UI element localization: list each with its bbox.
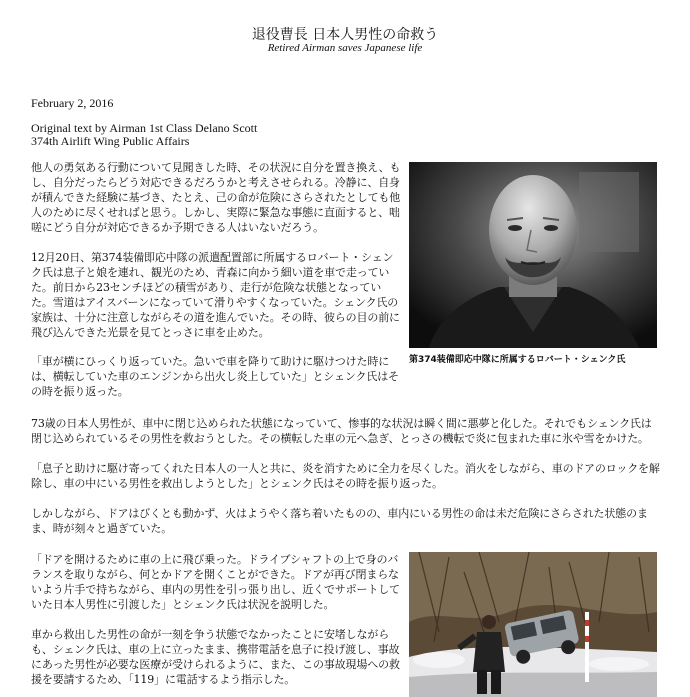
paragraph-7: 「ドアを開けるために車の上に飛び乗った。ドライブシャフトの上で身のバランスを取りながら、何とかドアを開くことができた。ドアが再び閉まらないよう片手で持ちながら、車内の男性を引っ張り出し、近くでサポートしていた日本人男性に引渡した」とシェンク氏は状況を説明した。 [31,553,400,611]
byline [31,122,257,148]
paragraph-3: 「車が横にひっくり返っていた。急いで車を降りて助けに駆けつけた時には、横転していた車のエンジンから出火し炎上していた」とシェンク氏はその時を振り返った。 [31,355,399,398]
article-title: 退役曹長 日本人男性の命救う [251,27,439,43]
byline-author: Original text by Airman 1st Class Delano Scott [31,121,258,135]
scene-photo [409,552,657,697]
paragraph-5: 「息子と助けに駆け寄ってくれた日本人の一人と共に、炎を消すために全力を尽くした。消火をしながら、車のドアのロックを解除し、車の中にいる男性を救出しようとした」とシェンク氏はその時を振り返った。 [31,462,660,490]
portrait-caption: 第374装備即応中隊に所属するロバート・シェンク氏 [409,355,626,365]
paragraph-4: 73歳の日本人男性が、車中に閉じ込められた状態になっていて、惨事的な状況は瞬く間に悪夢と化した。それでもシェンク氏は閉じ込められているその男性を救おうとした。その横転した車の元へ急ぎ、とっさの機転で炎に包まれた車に氷や雪をかけた。 [31,417,652,445]
paragraph-6: しかしながら、ドアはびくとも動かず、火はようやく落ち着いたものの、車内にいる男性の命は未だ危険にさらされた状態のまま、時が刻々と過ぎていた。 [31,507,648,535]
article-subtitle: Retired Airman saves Japanese life [267,42,423,54]
paragraph-2: 12月20日、第374装備即応中隊の派遣配置部に所属するロバート・シェンク氏は息子と娘を連れ、観光のため、青森に向かう細い道を車で走っていた。前日から23センチほどの積雪があり、走行が危険な状態となっていた。雪道はアイスバーンになっていて滑りやすくなっていた。シェンク氏の家族は、十分に注意しながらその道を進んでいた。その時、彼らの目の前に飛び込んできた光景を見てとっさに車を止めた。 [31,251,400,339]
paragraph-8: 車から救出した男性の命が一刻を争う状態でなかったことに安堵しながらも、シェンク氏は、車の上に立ったまま、携帯電話を息子に投げ渡し、事故にあった男性が必要な医療が受けられるように、また、この事故現場への救援を要請するため、「119」に電話するよう指示した。 [31,628,400,686]
byline-unit: 374th Airlift Wing Public Affairs [31,134,190,148]
article-date: February 2, 2016 [31,96,114,110]
paragraph-1: 他人の勇気ある行動について見聞きした時、その状況に自分を置き換え、もし、自分だったらどう対応できるだろうかと考えさせられる。冷静に、自身が積んできた経験に基づき、たとえ、己の命が危険にさらされたとしても他人のために尽くせればと思う。しかし、実際に緊急な事態に直面すると、咄嗟にどう自分が対応できるか予期できる人はいないだろう。 [31,161,401,234]
portrait-photo [409,162,657,348]
